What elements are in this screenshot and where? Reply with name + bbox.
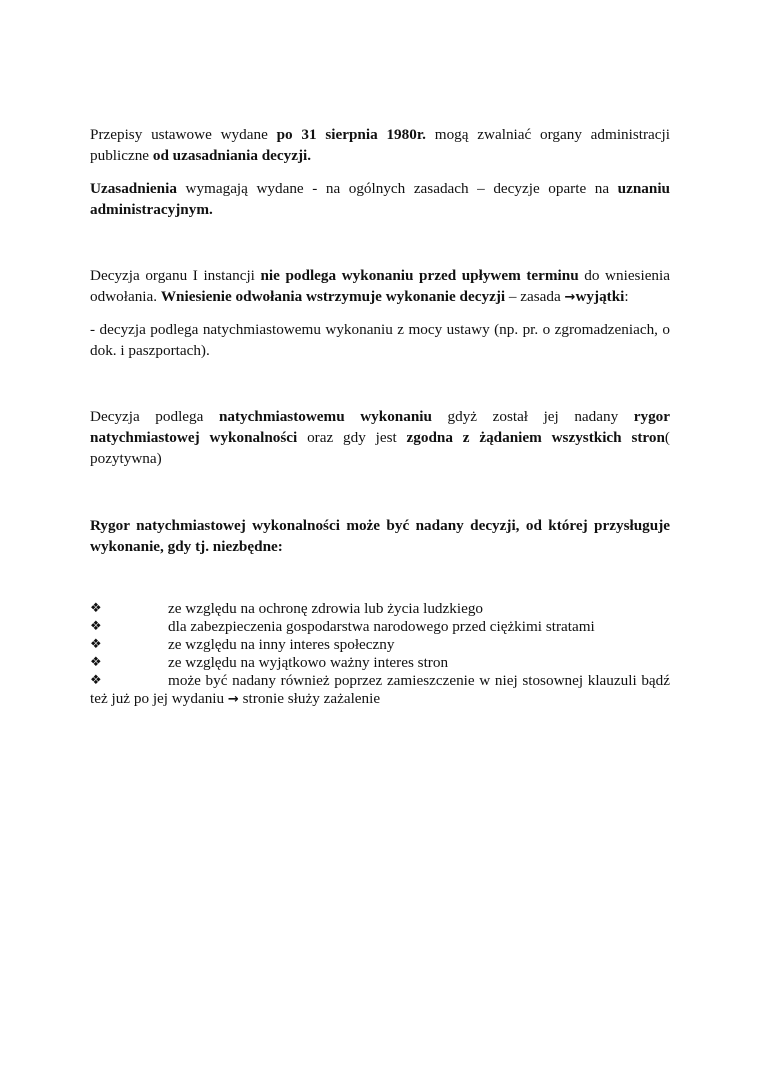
arrow-icon: → <box>227 692 239 707</box>
list-item: ❖ może być nadany również poprzez zamieszczenie w niej stosownej klauzuli bądź też już po jej wydaniu → stronie służy zażalenie <box>90 672 670 707</box>
diamond-bullet-icon: ❖ <box>90 655 102 670</box>
list-item-continuation: też już po jej wydaniu → stronie służy zażalenie <box>90 690 381 707</box>
list-item: ❖ ze względu na inny interes społeczny <box>90 636 395 653</box>
paragraph-rigor-heading: Rygor natychmiastowej wykonalności może być nadany decyzji, od której przysługuje wykonanie, gdy tj. niezbędne: <box>90 517 670 555</box>
list-item: ❖ ze względu na wyjątkowo ważny interes stron <box>90 654 449 671</box>
list-item: ❖ dla zabezpieczenia gospodarstwa narodowego przed ciężkimi stratami <box>90 618 595 635</box>
arrow-icon: → <box>564 290 576 305</box>
bullet-list <box>90 600 670 709</box>
paragraph-immediate-execution: Decyzja podlega natychmiastowemu wykonaniu gdyż został jej nadany rygor natychmiastowej wykonalności oraz gdy jest zgodna z żądaniem wszystkich stron( pozytywna) <box>90 408 671 467</box>
list-item: ❖ ze względu na ochronę zdrowia lub życia ludzkiego <box>90 600 484 617</box>
diamond-bullet-icon: ❖ <box>90 673 102 688</box>
paragraph-first-instance: Decyzja organu I instancji nie podlega wykonaniu przed upływem terminu do wniesienia odwołania. Wniesienie odwołania wstrzymuje wykonanie decyzji – zasada →wyjątki: <box>90 267 670 305</box>
paragraph-exception: - decyzja podlega natychmiastowemu wykonaniu z mocy ustawy (np. pr. o zgromadzeniach, o dok. i paszportach). <box>90 321 670 359</box>
paragraph-justification: Uzasadnienia wymagają wydane - na ogólnych zasadach – decyzje oparte na uznaniu administracyjnym. <box>90 180 670 218</box>
diamond-bullet-icon: ❖ <box>90 637 102 652</box>
diamond-bullet-icon: ❖ <box>90 619 102 634</box>
paragraph-exemption: Przepisy ustawowe wydane po 31 sierpnia 1980r. mogą zwalniać organy administracji publiczne od uzasadniania decyzji. <box>90 126 670 164</box>
diamond-bullet-icon: ❖ <box>90 601 102 616</box>
